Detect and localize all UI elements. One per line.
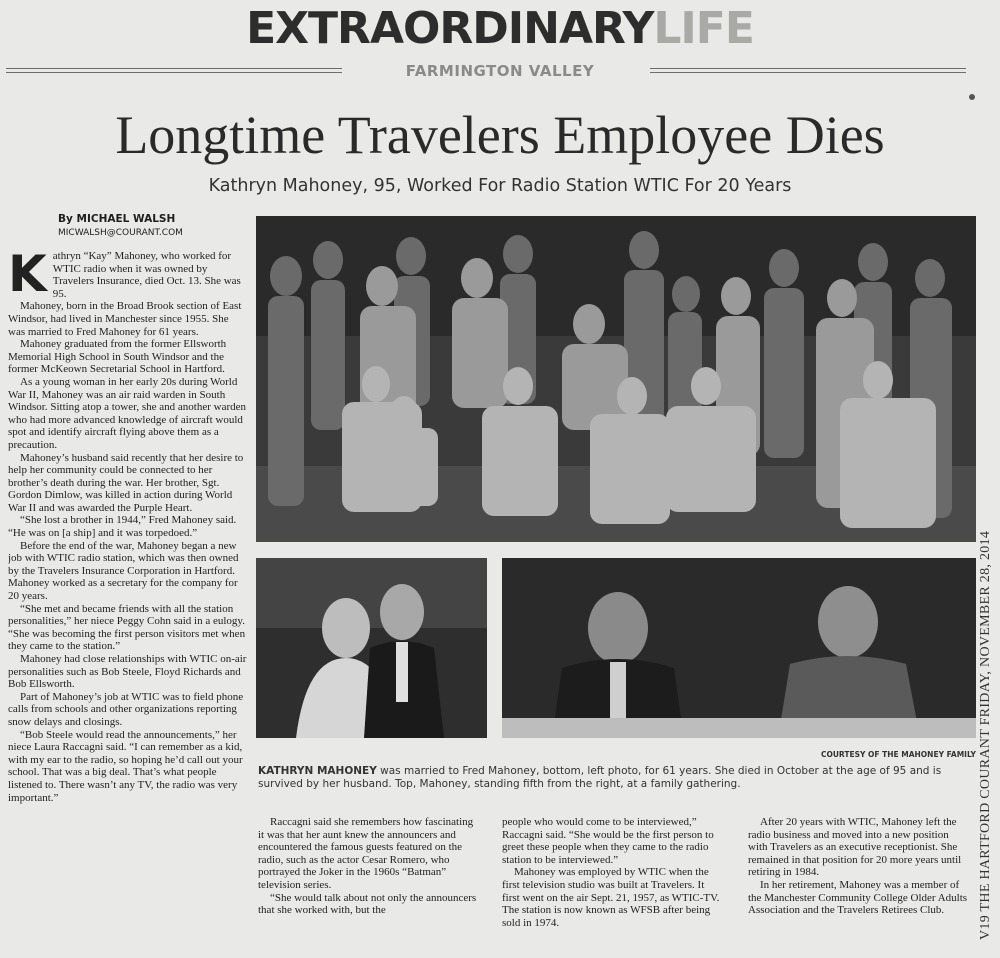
masthead-life: LIFE (653, 3, 754, 54)
paragraph: Mahoney graduated from the former Ellsworth Memorial High School in South Windsor and the former McKeown Secretarial School in Hartford. (8, 338, 227, 376)
caption-lead: KATHRYN MAHONEY (258, 765, 377, 777)
paragraph: Mahoney had close relationships with WTIC on-air personalities such as Bob Steele, Floyd Richards and Bob Ellsworth. (8, 653, 247, 691)
paragraph: Part of Mahoney’s job at WTIC was to field phone calls from schools and other organizations reporting snow delays and closings. (8, 690, 244, 728)
drop-cap: K (8, 250, 47, 303)
headline: Longtime Travelers Employee Dies (115, 105, 885, 165)
article-column-4 (748, 816, 970, 946)
article-column-2 (258, 816, 480, 946)
paragraph: people who would come to be interviewed,” Raccagni said. “She would be the first person to greet these people when they came to the radio station to be interviewed.” (502, 816, 714, 866)
article-column-3 (502, 816, 724, 946)
paragraph: Mahoney was employed by WTIC when the first television studio was built at Travelers. It first went on the air Sept. 21, 1957, as WTIC-TV. The station is now known as WFSB after being sold in 1974. (502, 866, 720, 929)
article-column-1 (8, 250, 248, 950)
paragraph: “She lost a brother in 1944,” Fred Mahoney said. “He was on [a ship] and it was torpedoed.” (8, 514, 237, 540)
caption-text: was married to Fred Mahoney, bottom, left photo, for 61 years. She died in October at the age of 95 and is survived by her husband. Top, Mahoney, standing fifth from the right, at a family gathering. (258, 765, 942, 790)
paragraph: athryn “Kay” Mahoney, who worked for WTIC radio when it was owned by Travelers Insurance, died Oct. 13. She was 95. (52, 250, 241, 300)
paragraph: After 20 years with WTIC, Mahoney left the radio business and moved into a new position with Travelers as an executive receptionist. She remained in that position for 20 more years until retiring in 1984. (748, 816, 962, 879)
paragraph: “Bob Steele would read the announcements,” her niece Laura Raccagni said. “I can remember as a kid, with my ear to the radio, so hoping he’d call out your school. That was a big deal. That’s what people listened to. There wasn’t any TV, the radio was very important.” (8, 728, 243, 804)
family-gathering-photo (256, 216, 976, 542)
wedding-photo (256, 558, 487, 738)
paragraph: Mahoney’s husband said recently that her desire to help her community could be connected to her brother’s death during the war. Her brother, Sgt. Gordon Dimlow, was killed in action during World War II and was awarded the Purple Heart. (8, 451, 244, 514)
masthead (0, 4, 1000, 54)
masthead-extraordinary: EXTRAORDINARY (246, 3, 654, 54)
paragraph: As a young woman in her early 20s during World War II, Mahoney was an air raid warden in South Windsor. Sitting atop a tower, she and another warden who had more advanced knowledge of aircraft would spot and identify aircraft flying above them as a precaution. (8, 375, 247, 451)
paragraph: Mahoney, born in the Broad Brook section of East Windsor, had lived in Manchester since 1955. She was married to Fred Mahoney for 61 years. (8, 300, 242, 338)
punch-hole (969, 94, 975, 100)
paragraph: Before the end of the war, Mahoney began a new job with WTIC radio station, which was then owned by the Travelers Insurance Corporation in Hartford. Mahoney worked as a secretary for the company for 20 years. (8, 539, 239, 603)
subhead: Kathryn Mahoney, 95, Worked For Radio Station WTIC For 20 Years (208, 176, 792, 196)
byline: By MICHAEL WALSH (58, 213, 176, 225)
page-folio: V19 THE HARTFORD COURANT FRIDAY, NOVEMBER 28, 2014 (978, 530, 993, 940)
section-label: FARMINGTON VALLEY (405, 62, 595, 80)
paragraph: “She met and became friends with all the station personalities,” her niece Peggy Cohn said in a eulogy. “She was becoming the first person visitors met when they came to the station.” (8, 602, 246, 653)
photo-caption (258, 765, 978, 791)
couple-dinner-photo (502, 558, 976, 738)
paragraph: “She would talk about not only the announcers that she worked with, but the (258, 891, 477, 917)
paragraph: Raccagni said she remembers how fascinating it was that her aunt knew the announcers and encountered the famous guests featured on the radio, such as the actor Cesar Romero, who portrayed the Joker in the 1960s “Batman” television series. (258, 816, 474, 891)
paragraph: In her retirement, Mahoney was a member of the Manchester Community College Older Adults Association and the Travelers Retirees Club. (748, 878, 968, 917)
photo-credit: COURTESY OF THE MAHONEY FAMILY (820, 750, 976, 759)
author-email: MICWALSH@COURANT.COM (58, 228, 183, 238)
